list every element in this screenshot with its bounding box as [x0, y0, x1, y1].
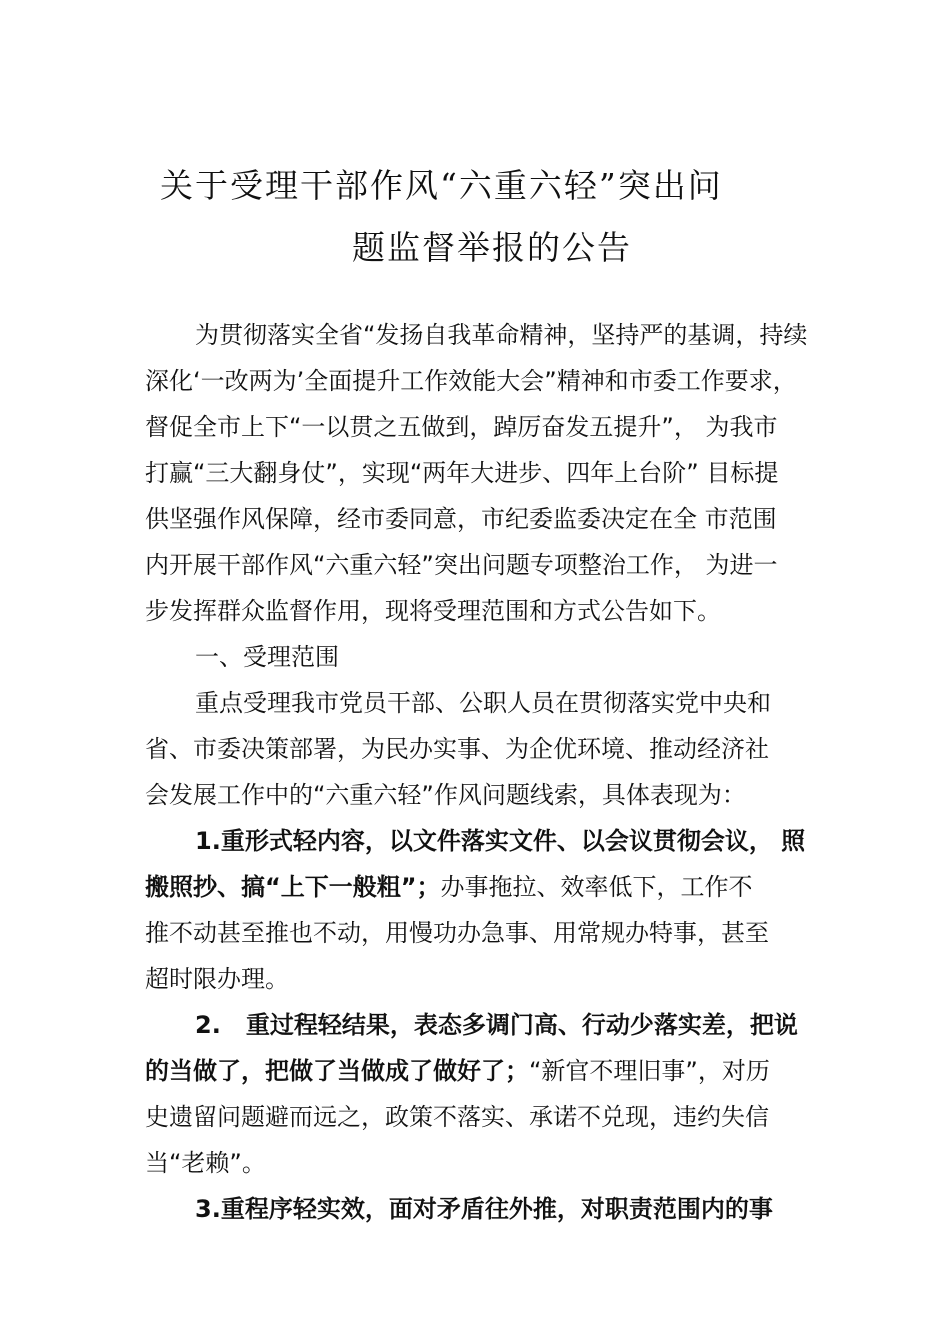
body-line [195, 1010, 798, 1040]
body-line [145, 964, 289, 994]
body-line [145, 734, 769, 764]
body-line [145, 918, 769, 948]
section-heading [195, 642, 339, 672]
bold-text: 1.重形式轻内容，以文件落实文件、以会议贯彻会议， 照 [195, 827, 806, 855]
body-line [195, 320, 807, 350]
line-text: 供坚强作风保障，经市委同意，市纪委监委决定在全 市范围 [145, 505, 777, 533]
line-text: 督促全市上下“一以贯之五做到，踔厉奋发五提升”， 为我市 [145, 413, 778, 441]
line-text: 省、市委决策部署，为民办实事、为企优环境、推动经济社 [145, 735, 769, 763]
bold-text: 搬照抄、搞“上下一般粗”； [145, 873, 441, 901]
bold-text: 的当做了，把做了当做成了做好了； [145, 1057, 529, 1085]
body-line [195, 826, 805, 856]
line-text: 当“老赖”。 [145, 1149, 266, 1177]
body-line [145, 1102, 769, 1132]
line-text: 史遗留问题避而远之，政策不落实、承诺不兑现，违约失信 [145, 1103, 769, 1131]
line-text: 办事拖拉、效率低下，工作不 [440, 873, 753, 901]
bold-text: 2. 重过程轻结果，表态多调门高、行动少落实差，把说 [195, 1011, 798, 1039]
line-text: “新官不理旧事”，对历 [529, 1057, 770, 1085]
body-line [145, 412, 778, 442]
body-line [145, 1056, 770, 1086]
bold-text: 3.重程序轻实效，面对矛盾往外推，对职责范围内的事 [195, 1195, 773, 1223]
body-line [145, 1148, 266, 1178]
line-text: 为贯彻落实全省“发扬自我革命精神，坚持严的基调，持续 [195, 321, 808, 349]
body-line [195, 688, 771, 718]
line-text: 一、受理范围 [195, 643, 339, 671]
line-text: 超时限办理。 [145, 965, 289, 993]
line-text: 打赢“三大翻身仗”，实现“两年大进步、四年上台阶” 目标提 [145, 459, 779, 487]
body-line [145, 458, 778, 488]
document-title-line-1: 关于受理干部作风“六重六轻”突出问 [160, 166, 723, 205]
line-text: 会发展工作中的“六重六轻”作风问题线索，具体表现为： [145, 781, 746, 809]
document-title-line-2: 题监督举报的公告 [352, 228, 632, 267]
body-line [145, 596, 721, 626]
body-line [145, 550, 778, 580]
line-text: 重点受理我市党员干部、公职人员在贯彻落实党中央和 [195, 689, 771, 717]
line-text: 内开展干部作风“六重六轻”突出问题专项整治工作， 为进一 [145, 551, 778, 579]
line-text: 深化‘一改两为’全面提升工作效能大会”精神和市委工作要求， [145, 367, 797, 395]
body-line [145, 872, 753, 902]
body-line [195, 1194, 773, 1224]
line-text: 步发挥群众监督作用，现将受理范围和方式公告如下。 [145, 597, 721, 625]
line-text: 推不动甚至推也不动，用慢功办急事、用常规办特事，甚至 [145, 919, 769, 947]
body-line [145, 504, 777, 534]
body-line [145, 366, 797, 396]
body-line [145, 780, 746, 810]
